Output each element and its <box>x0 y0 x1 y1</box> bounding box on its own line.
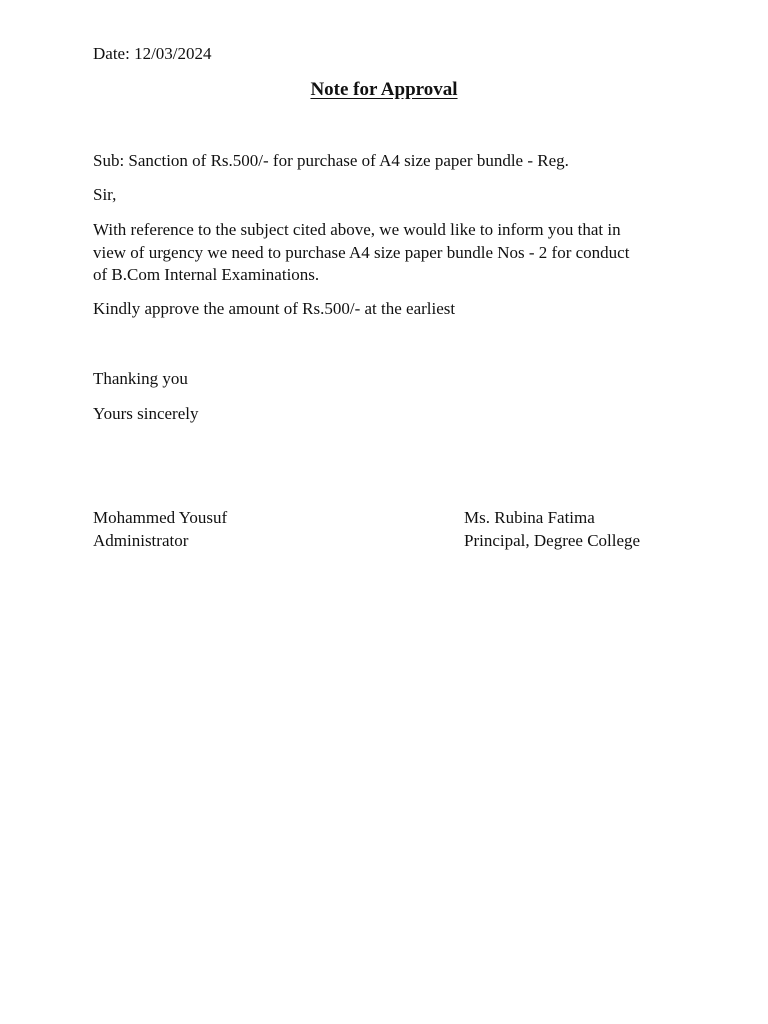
signatory-right <box>464 507 640 552</box>
signatory-name: Mohammed Yousuf <box>93 508 228 527</box>
closing-line: Yours sincerely <box>93 404 199 423</box>
document-title <box>0 79 768 102</box>
thanks-line: Thanking you <box>93 369 188 388</box>
body-line: view of urgency we need to purchase A4 size paper bundle Nos - 2 for conduct <box>93 242 630 262</box>
signatory-name: Ms. Rubina Fatima <box>464 508 595 527</box>
salutation: Sir, <box>93 185 117 204</box>
document-title-text: Note for Approval <box>310 79 458 100</box>
signatory-designation: Principal, Degree College <box>464 530 641 550</box>
body-line: With reference to the subject cited above, we would like to inform you that in <box>93 220 621 239</box>
document-date: Date: 12/03/2024 <box>93 44 212 63</box>
request-line: Kindly approve the amount of Rs.500/- at the earliest <box>93 299 456 318</box>
signatory-designation: Administrator <box>93 530 189 550</box>
body-paragraph <box>93 219 693 287</box>
body-line: of B.Com Internal Examinations. <box>93 265 320 284</box>
subject-line: Sub: Sanction of Rs.500/- for purchase of A4 size paper bundle - Reg. <box>93 151 569 170</box>
signatory-left <box>93 507 227 552</box>
